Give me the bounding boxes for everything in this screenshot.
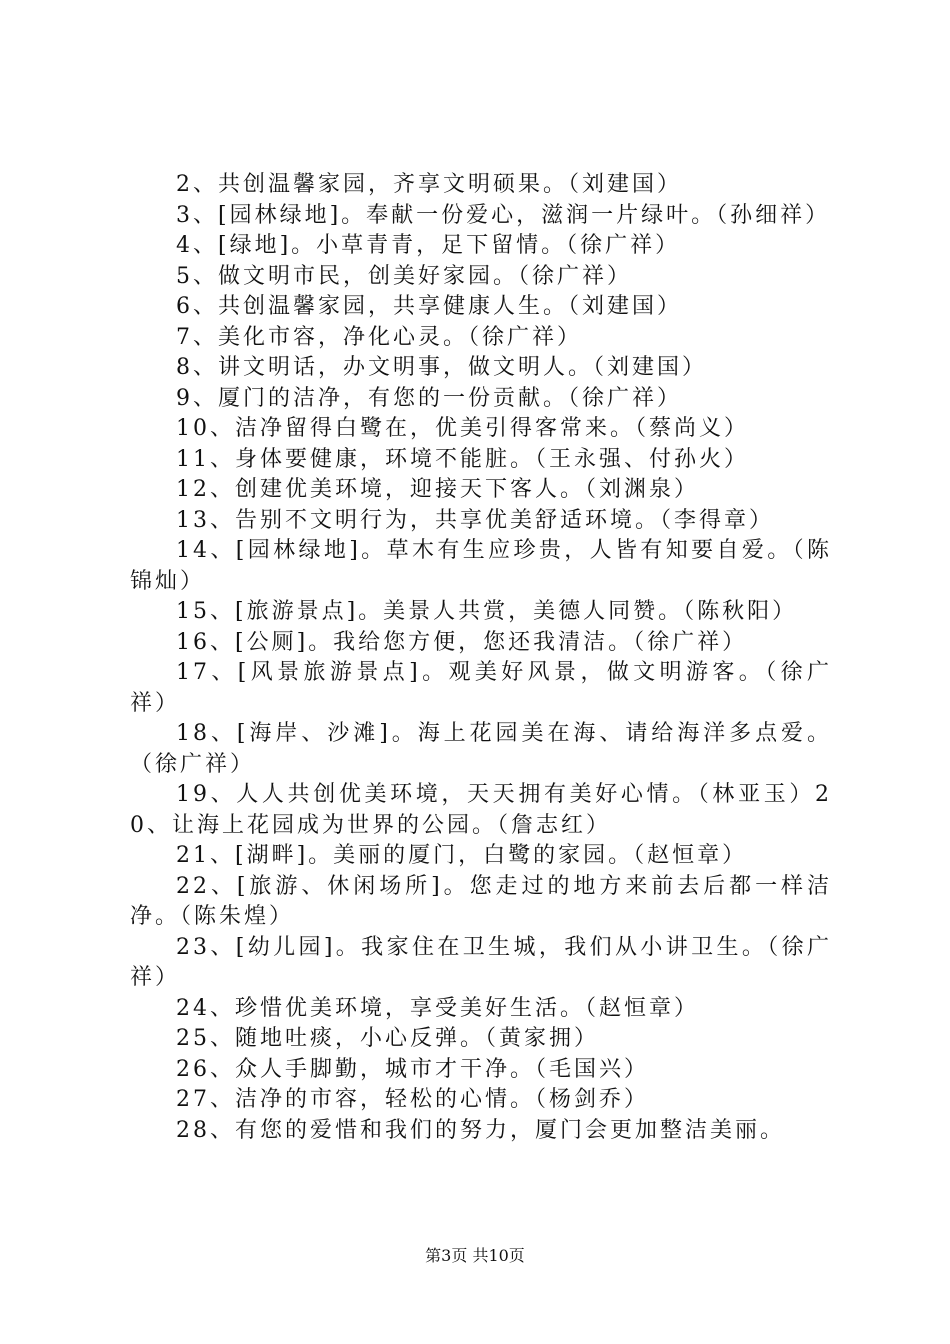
paragraph-9: 9、厦门的洁净，有您的一份贡献。（徐广祥） bbox=[176, 385, 682, 411]
paragraph-18: 18、[海岸、沙滩]。海上花园美在海、请给海洋多点爱。（徐广祥） bbox=[130, 721, 832, 777]
paragraph-24: 24、珍惜优美环境，享受美好生活。（赵恒章） bbox=[176, 995, 699, 1021]
paragraph-27: 27、洁净的市容，轻松的心情。（杨剑乔） bbox=[176, 1087, 649, 1112]
paragraph-10: 10、洁净留得白鹭在，优美引得客常来。（蔡尚义） bbox=[176, 416, 749, 441]
document-body bbox=[130, 170, 832, 1146]
paragraph-23: 23、[幼儿园]。我家住在卫生城，我们从小讲卫生。（徐广祥） bbox=[130, 934, 832, 990]
paragraph-28: 28、有您的爱惜和我们的努力，厦门会更加整洁美丽。 bbox=[176, 1117, 785, 1143]
paragraph-3: 3、[园林绿地]。奉献一份爱心，滋润一片绿叶。（孙细祥） bbox=[176, 202, 831, 228]
paragraph-26: 26、众人手脚勤，城市才干净。（毛国兴） bbox=[176, 1056, 649, 1082]
paragraph-8: 8、讲文明话，办文明事，做文明人。（刘建国） bbox=[176, 355, 707, 380]
paragraph-11: 11、身体要健康，环境不能脏。（王永强、付孙火） bbox=[176, 446, 749, 472]
paragraph-6: 6、共创温馨家园，共享健康人生。（刘建国） bbox=[176, 294, 682, 319]
paragraph-16: 16、[公厕]。我给您方便，您还我清洁。（徐广祥） bbox=[176, 629, 748, 655]
paragraph-17: 17、[风景旅游景点]。观美好风景，做文明游客。（徐广祥） bbox=[130, 660, 832, 716]
paragraph-22: 22、[旅游、休闲场所]。您走过的地方来前去后都一样洁净。（陈朱煌） bbox=[130, 873, 832, 929]
paragraph-4: 4、[绿地]。小草青青，足下留情。（徐广祥） bbox=[176, 233, 681, 258]
paragraph-7: 7、美化市容，净化心灵。（徐广祥） bbox=[176, 324, 582, 350]
page-number-footer: 第3页 共10页 bbox=[425, 1246, 525, 1265]
paragraph-13: 13、告别不文明行为，共享优美舒适环境。（李得章） bbox=[176, 507, 774, 533]
paragraph-14: 14、[园林绿地]。草木有生应珍贵，人皆有知要自爱。（陈锦灿） bbox=[130, 538, 832, 594]
paragraph-21: 21、[湖畔]。美丽的厦门，白鹭的家园。（赵恒章） bbox=[176, 843, 748, 868]
paragraph-5: 5、做文明市民，创美好家园。（徐广祥） bbox=[176, 263, 632, 289]
paragraph-12: 12、创建优美环境，迎接天下客人。（刘渊泉） bbox=[176, 477, 699, 502]
paragraph-2: 2、共创温馨家园，齐享文明硕果。（刘建国） bbox=[176, 172, 682, 197]
paragraph-15: 15、[旅游景点]。美景人共赏，美德人同赞。（陈秋阳） bbox=[176, 599, 798, 624]
paragraph-19: 19、人人共创优美环境，天天拥有美好心情。（林亚玉）20、让海上花园成为世界的公园。（詹志红） bbox=[130, 782, 832, 838]
paragraph-25: 25、随地吐痰，小心反弹。（黄家拥） bbox=[176, 1026, 599, 1051]
